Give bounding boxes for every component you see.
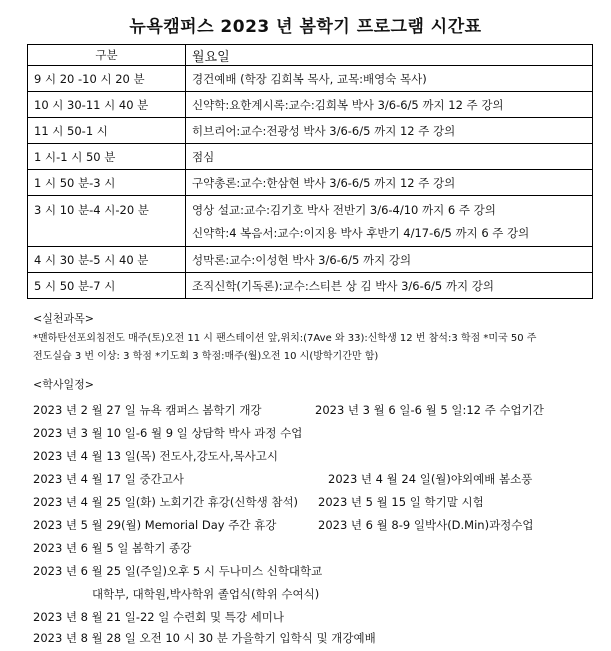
calendar-item-right: 2023 년 5 월 15 일 학기말 시험	[318, 495, 484, 509]
calendar-item-right: 2023 년 3 월 6 일-6 월 5 일:12 주 수업기간	[315, 403, 544, 417]
row-time: 4 시 30 분-5 시 40 분	[28, 247, 186, 273]
calendar-item	[33, 609, 593, 625]
calendar-item-left: 2023 년 5 월 29(월) Memorial Day 주간 휴강	[33, 518, 277, 532]
calendar-item	[33, 494, 593, 510]
row-course: 성막론:교수:이성현 박사 3/6-6/5 까지 강의	[186, 247, 593, 273]
table-row	[28, 66, 593, 92]
calendar-item	[33, 540, 593, 556]
calendar-item-left: 2023 년 8 월 21 일-22 일 수련회 및 특강 세미나	[33, 610, 284, 624]
row-time: 1 시 50 분-3 시	[28, 170, 186, 196]
calendar-item-left: 2023 년 4 월 17 일 중간고사	[33, 472, 184, 486]
calendar-item-right: 2023 년 6 월 8-9 일박사(D.Min)과정수업	[318, 518, 534, 532]
row-course-multi	[186, 196, 593, 247]
table-row	[28, 247, 593, 273]
practice-text-2: 전도실습 3 번 이상: 3 학점 *기도회 3 학점:매주(월)오전 10 시(방학기간만 함)	[33, 351, 379, 362]
page-title: 뉴욕캠퍼스 2023 년 봄학기 프로그램 시간표	[129, 17, 482, 37]
row-course: 점심	[186, 144, 593, 170]
table-row	[28, 196, 593, 247]
table-row	[28, 144, 593, 170]
row-time: 3 시 10 분-4 시-20 분	[28, 196, 186, 247]
practice-text: *맨하탄선포외침전도 매주(토)오전 11 시 팬스테이션 앞,위치:(7Ave 와 33):신학생 12 번 참석:3 학점 *미국 50 주	[33, 333, 537, 344]
row-course: 경건예배 (학장 김희복 목사, 교목:배영숙 목사)	[186, 66, 593, 92]
calendar-item-left: 2023 년 4 월 25 일(화) 노회기간 휴강(신학생 참석)	[33, 495, 299, 509]
calendar-item-left: 2023 년 8 월 28 일 오전 10 시 30 분 가을학기 입학식 및 개강예배	[33, 631, 376, 645]
calendar-item	[33, 402, 593, 418]
calendar-item	[33, 448, 593, 464]
schedule-table	[27, 44, 593, 299]
header-day: 월요일	[186, 45, 593, 66]
row-time: 11 시 50-1 시	[28, 118, 186, 144]
calendar-item-right: 2023 년 4 월 24 일(월)야외예배 봄소풍	[328, 472, 533, 486]
row-course: 조직신학(기독론):교수:스티븐 상 김 박사 3/6-6/5 까지 강의	[186, 273, 593, 299]
calendar-item-left: 2023 년 6 월 5 일 봄학기 종강	[33, 541, 192, 555]
calendar-item	[33, 563, 593, 579]
header-gubun: 구분	[28, 45, 186, 66]
calendar-item-left: 2023 년 3 월 10 일-6 월 9 일 상담학 박사 과정 수업	[33, 426, 303, 440]
row-course: 구약총론:교수:한삼현 박사 3/6-6/5 까지 12 주 강의	[186, 170, 593, 196]
calendar-item	[33, 517, 593, 533]
row-course: 신약학:요한계시록:교수:김희복 박사 3/6-6/5 까지 12 주 강의	[186, 92, 593, 118]
calendar-item	[33, 630, 593, 646]
row-time: 10 시 30-11 시 40 분	[28, 92, 186, 118]
practice-label: <실천과목>	[33, 312, 94, 325]
row-course-line: 영상 설교:교수:김기호 박사 전반기 3/6-4/10 까지 6 주 강의	[192, 202, 496, 217]
table-row	[28, 118, 593, 144]
row-course: 히브리어:교수:전광성 박사 3/6-6/5 까지 12 주 강의	[186, 118, 593, 144]
calendar-item-left: 2023 년 6 월 25 일(주일)오후 5 시 두나미스 신학대학교	[33, 564, 323, 578]
calendar-item-left: 2023 년 2 월 27 일 뉴욕 캠퍼스 봄학기 개강	[33, 403, 262, 417]
table-row	[28, 273, 593, 299]
calendar-item-left: 2023 년 4 월 13 일(목) 전도사,강도사,목사고시	[33, 449, 278, 463]
calendar-label: <학사일정>	[33, 378, 94, 391]
calendar-item	[33, 425, 593, 441]
row-course-line: 신약학:4 복음서:교수:이지용 박사 후반기 4/17-6/5 까지 6 주 강의	[192, 225, 530, 240]
calendar-item	[92, 586, 592, 602]
table-header-row	[28, 45, 593, 66]
calendar-item-left: 대학부, 대학원,박사학위 졸업식(학위 수여식)	[92, 587, 320, 601]
table-row	[28, 92, 593, 118]
calendar-item	[33, 471, 593, 487]
table-row	[28, 170, 593, 196]
row-time: 5 시 50 분-7 시	[28, 273, 186, 299]
row-time: 9 시 20 -10 시 20 분	[28, 66, 186, 92]
row-time: 1 시-1 시 50 분	[28, 144, 186, 170]
practice-section	[33, 311, 593, 365]
